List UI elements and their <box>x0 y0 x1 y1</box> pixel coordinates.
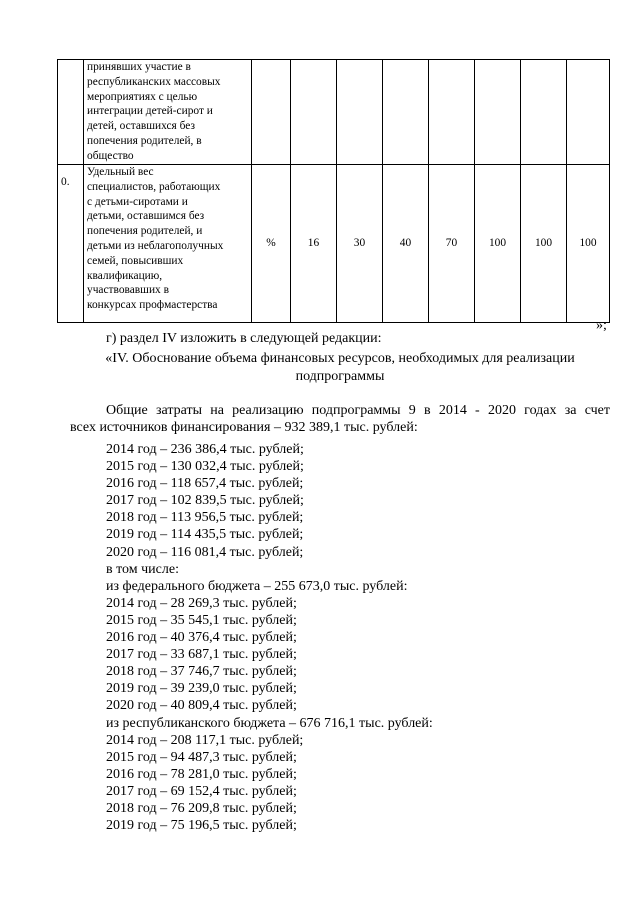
intro-paragraph-line-2: всех источников финансирования – 932 389,1 тыс. рублей: <box>70 420 418 435</box>
list-item: 2014 год – 236 386,4 тыс. рублей; <box>106 442 304 457</box>
list-item: 2015 год – 130 032,4 тыс. рублей; <box>106 459 304 475</box>
list-item: из федерального бюджета – 255 673,0 тыс. рублей: <box>106 578 408 594</box>
value-2017-cell: 70 <box>429 165 475 323</box>
value-2018-cell <box>475 60 521 165</box>
row-number: 0. <box>58 165 84 323</box>
list-item: 2018 год – 37 746,7 тыс. рублей; <box>106 664 297 680</box>
list-item: 2018 год – 76 209,8 тыс. рублей; <box>106 800 297 816</box>
indicators-table <box>57 59 610 323</box>
unit-cell: % <box>252 165 291 323</box>
list-item: 2014 год – 28 269,3 тыс. рублей; <box>106 595 297 611</box>
value-2018-cell: 100 <box>475 165 521 323</box>
list-item: 2019 год – 114 435,5 тыс. рублей; <box>106 527 304 543</box>
value-2015-cell <box>337 60 383 165</box>
intro-paragraph-line-1: Общие затраты на реализацию подпрограммы 9 в 2014 - 2020 годах за счет <box>106 403 610 418</box>
indicator-name-cell <box>84 165 252 323</box>
list-item: 2014 год – 208 117,1 тыс. рублей; <box>106 732 304 748</box>
unit-cell <box>252 60 291 165</box>
value-2016-cell: 40 <box>383 165 429 323</box>
list-item: в том числе: <box>106 561 179 577</box>
row-number <box>58 60 84 165</box>
indicator-name-cell <box>84 60 252 165</box>
section-heading-line-1: «IV. Обоснование объема финансовых ресурсов, необходимых для реализации <box>105 351 575 366</box>
list-item: 2020 год – 116 081,4 тыс. рублей; <box>106 544 304 560</box>
value-2014-cell <box>291 60 337 165</box>
amendment-line: г) раздел IV изложить в следующей редакции: <box>106 331 382 346</box>
quote-closing-mark: »; <box>596 318 607 333</box>
value-2014-cell: 16 <box>291 165 337 323</box>
list-item: 2018 год – 113 956,5 тыс. рублей; <box>106 510 304 526</box>
value-2020-cell <box>567 60 610 165</box>
indicator-name: Удельный вес специалистов, работающих с детьми-сиротами и детьми, оставшимся без попечения родителей, и детьми из неблагополучных семей, повысивших квалификацию, участвовавших в конкурсах профмастерства <box>87 166 224 312</box>
value-2017-cell <box>429 60 475 165</box>
value-2020-cell: 100 <box>567 165 610 323</box>
indicator-name: принявших участие в республиканских массовых мероприятиях с целью интеграции детей-сирот и детей, оставшихся без попечения родителей, в общество <box>87 61 221 162</box>
value-2016-cell <box>383 60 429 165</box>
list-item: 2016 год – 78 281,0 тыс. рублей; <box>106 766 297 782</box>
intro-paragraph <box>70 402 610 436</box>
funding-list <box>106 441 433 834</box>
list-item: 2017 год – 102 839,5 тыс. рублей; <box>106 493 304 509</box>
list-item: из республиканского бюджета – 676 716,1 тыс. рублей: <box>106 715 433 731</box>
list-item: 2017 год – 33 687,1 тыс. рублей; <box>106 647 297 663</box>
list-item: 2015 год – 35 545,1 тыс. рублей; <box>106 612 297 628</box>
list-item: 2016 год – 40 376,4 тыс. рублей; <box>106 630 297 646</box>
value-2019-cell <box>521 60 567 165</box>
table-row <box>58 60 610 165</box>
value-2015-cell: 30 <box>337 165 383 323</box>
list-item: 2017 год – 69 152,4 тыс. рублей; <box>106 783 297 799</box>
list-item: 2016 год – 118 657,4 тыс. рублей; <box>106 476 304 492</box>
value-2019-cell: 100 <box>521 165 567 323</box>
list-item: 2015 год – 94 487,3 тыс. рублей; <box>106 749 297 765</box>
table-row <box>58 165 610 323</box>
section-heading-line-2: подпрограммы <box>295 369 385 384</box>
list-item: 2020 год – 40 809,4 тыс. рублей; <box>106 698 297 714</box>
list-item: 2019 год – 39 239,0 тыс. рублей; <box>106 681 297 697</box>
list-item: 2019 год – 75 196,5 тыс. рублей; <box>106 818 297 834</box>
